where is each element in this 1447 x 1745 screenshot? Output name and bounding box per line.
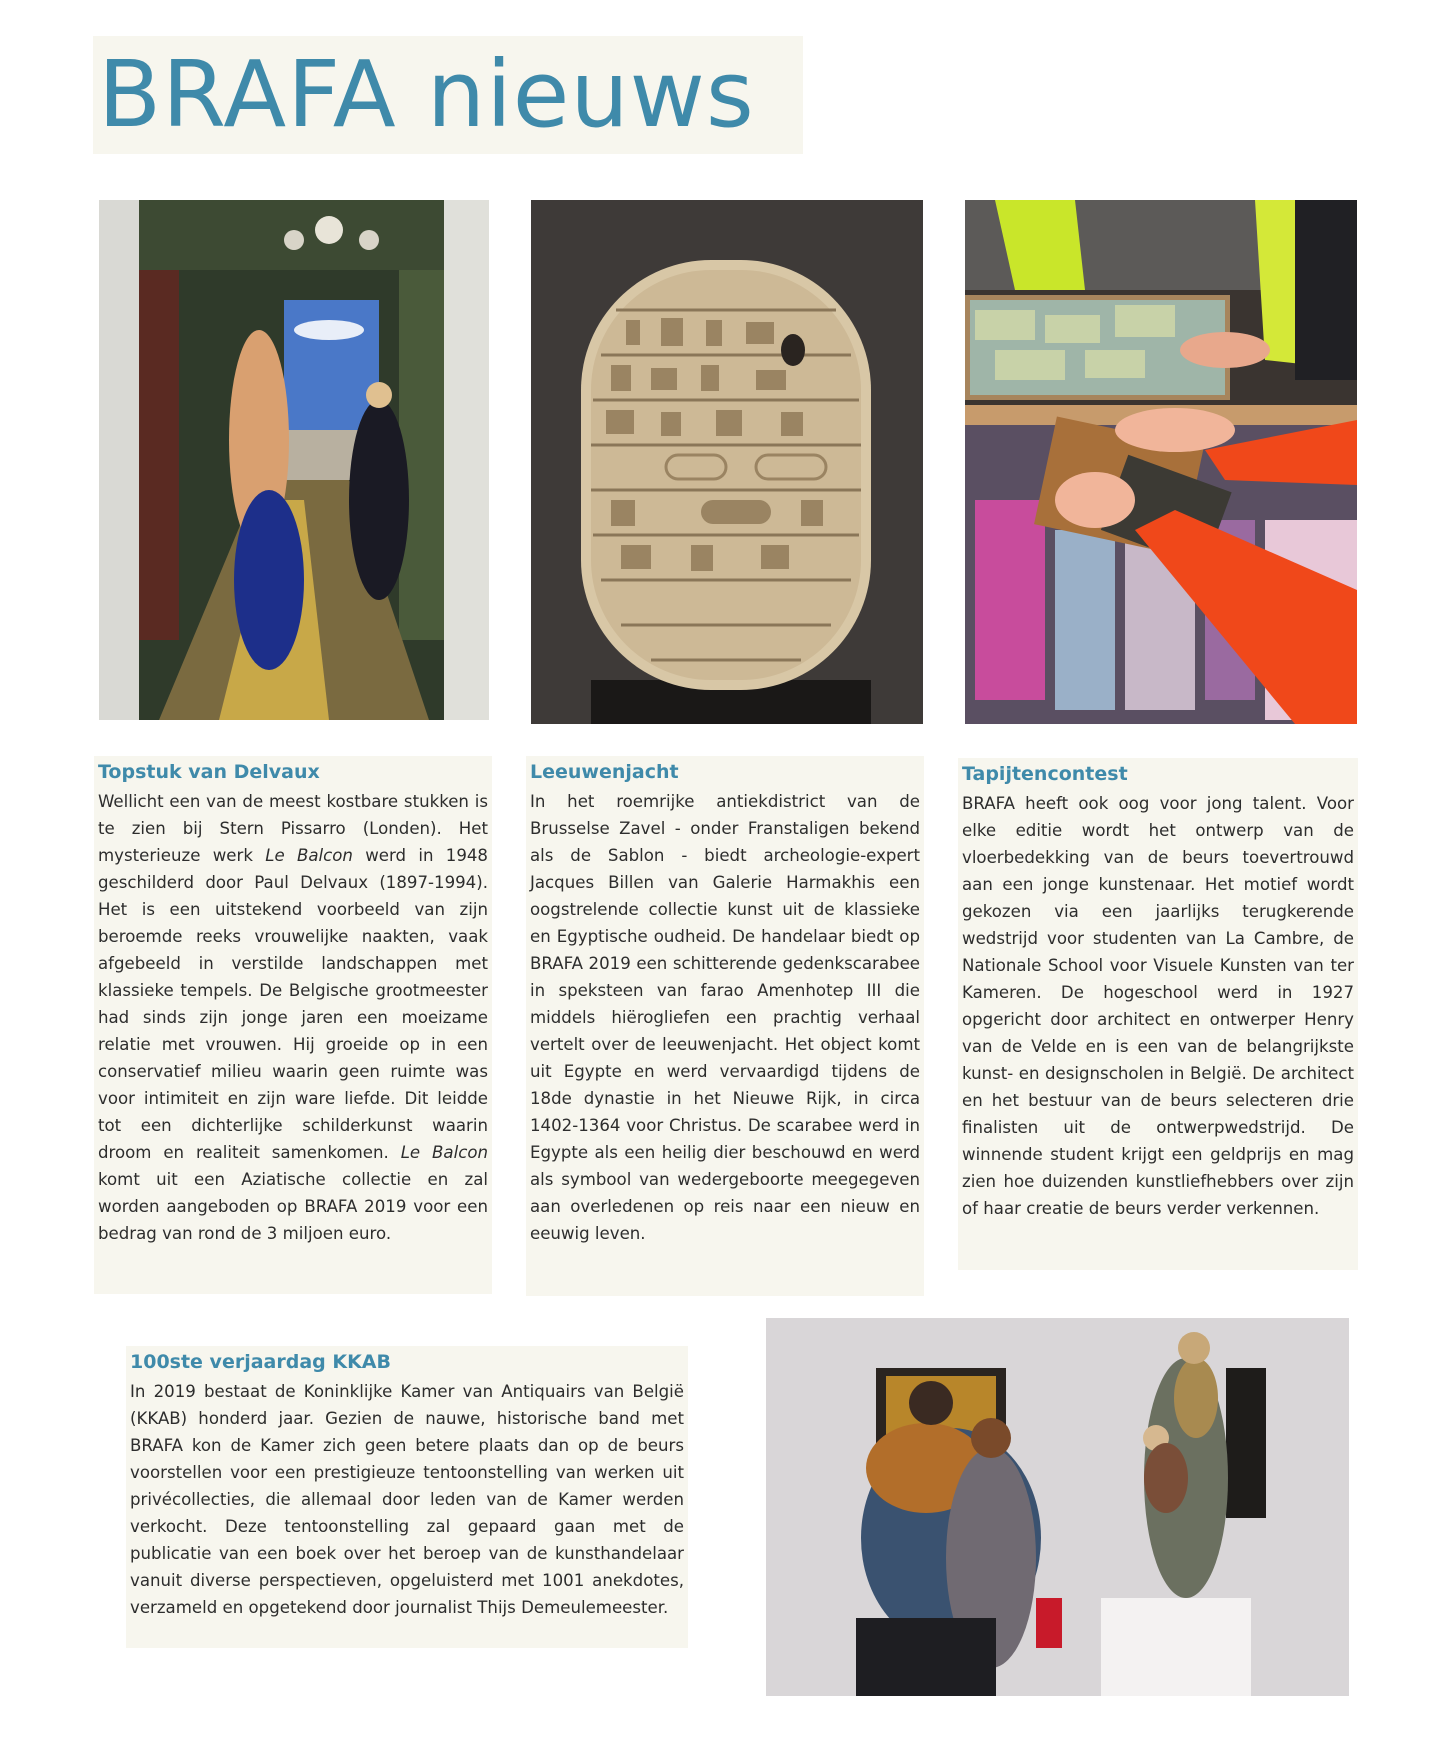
article-leeuwenjacht [526,756,924,1296]
article-kkab-heading: 100ste verjaardag KKAB [130,1351,391,1373]
article-tapijt-body: BRAFA heeft ook oog voor jong talent. Voor elke editie wordt het ontwerp van de vloerbedekking van de beurs toevertrouwd aan een jonge kunstenaar. Het motief wordt gekozen via een jaarlijks terugkerende wedstrijd voor studenten van La Cambre, de Nationale School voor Visuele Kunsten van ter Kameren. De hogeschool werd in 1927 opgericht door architect en ontwerper Henry van de Velde en is een van de belangrijkste kunst- en designscholen in België. De architect en het bestuur van de beurs selecteren drie finalisten uit de ontwerpwedstrijd. De winnende student krijgt een geldprijs en mag zien hoe duizenden kunstliefhebbers over zijn of haar creatie de beurs verder verkennen. [962,794,1354,1218]
artwork-title: Le Balcon [265,846,353,865]
delvaux-painting-image [99,200,489,720]
article-tapijt [958,758,1358,1270]
gallery-visitors-image [766,1318,1349,1696]
artwork-title-2: Le Balcon [400,1143,488,1162]
article-delvaux-body: Wellicht een van de meest kostbare stukken is te zien bij Stern Pissarro (Londen). Het mysterieuze werk Le Balcon werd in 1948 geschilderd door Paul Delvaux (1897-1994). Het is een uitstekend voorbeeld van zijn beroemde reeks vrouwelijke naakten, vaak afgebeeld in verstilde landschappen met klassieke tempels. De Belgische grootmeester had sinds zijn jonge jaren een moeizame relatie met vrouwen. Hij groeide op in een conservatief milieu waarin geen ruimte was voor intimiteit en zijn ware liefde. Dit leidde tot een dichterlijke schilderkunst waarin droom en realiteit samenkomen. Le Balcon komt uit een Aziatische collectie en zal worden aangeboden op BRAFA 2019 voor een bedrag van rond de 3 miljoen euro. [98,792,488,1243]
page-title: BRAFA nieuws [98,41,755,148]
article-kkab [126,1346,688,1648]
article-tapijt-heading: Tapijtencontest [962,763,1128,785]
scarab-image [531,200,923,724]
article-leeuwenjacht-body: In het roemrijke antiekdistrict van de Brusselse Zavel - onder Franstaligen bekend als de Sablon - biedt archeologie-expert Jacques Billen van Galerie Harmakhis een oogstrelende collectie kunst uit de klassieke en Egyptische oudheid. De handelaar biedt op BRAFA 2019 een schitterende gedenkscarabee in speksteen van farao Amenhotep III die middels hiërogliefen een prachtig verhaal vertelt over de leeuwenjacht. Het object komt uit Egypte en werd vervaardigd tijdens de 18de dynastie in het Nieuwe Rijk, in circa 1402-1364 voor Christus. De scarabee werd in Egypte als een heilig dier beschouwd en werd als symbool van wedergeboorte meegegeven aan overledenen op reis naar een nieuw en eeuwig leven. [530,792,920,1243]
article-delvaux [94,756,492,1294]
carpet-samples-image [965,200,1357,724]
article-leeuwenjacht-heading: Leeuwenjacht [530,761,679,783]
article-kkab-body: In 2019 bestaat de Koninklijke Kamer van Antiquairs van België (KKAB) honderd jaar. Gezien de nauwe, historische band met BRAFA kon de Kamer zich geen betere plaats dan op de beurs voorstellen voor een prestigieuze tentoonstelling van werken uit privécollecties, die allemaal door leden van de Kamer werden verkocht. Deze tentoonstelling zal gepaard gaan met de publicatie van een boek over het beroep van de kunsthandelaar vanuit diverse perspectieven, opgeluisterd met 1001 anekdotes, verzameld en opgetekend door journalist Thijs Demeulemeester. [130,1382,684,1617]
article-delvaux-heading: Topstuk van Delvaux [98,761,320,783]
